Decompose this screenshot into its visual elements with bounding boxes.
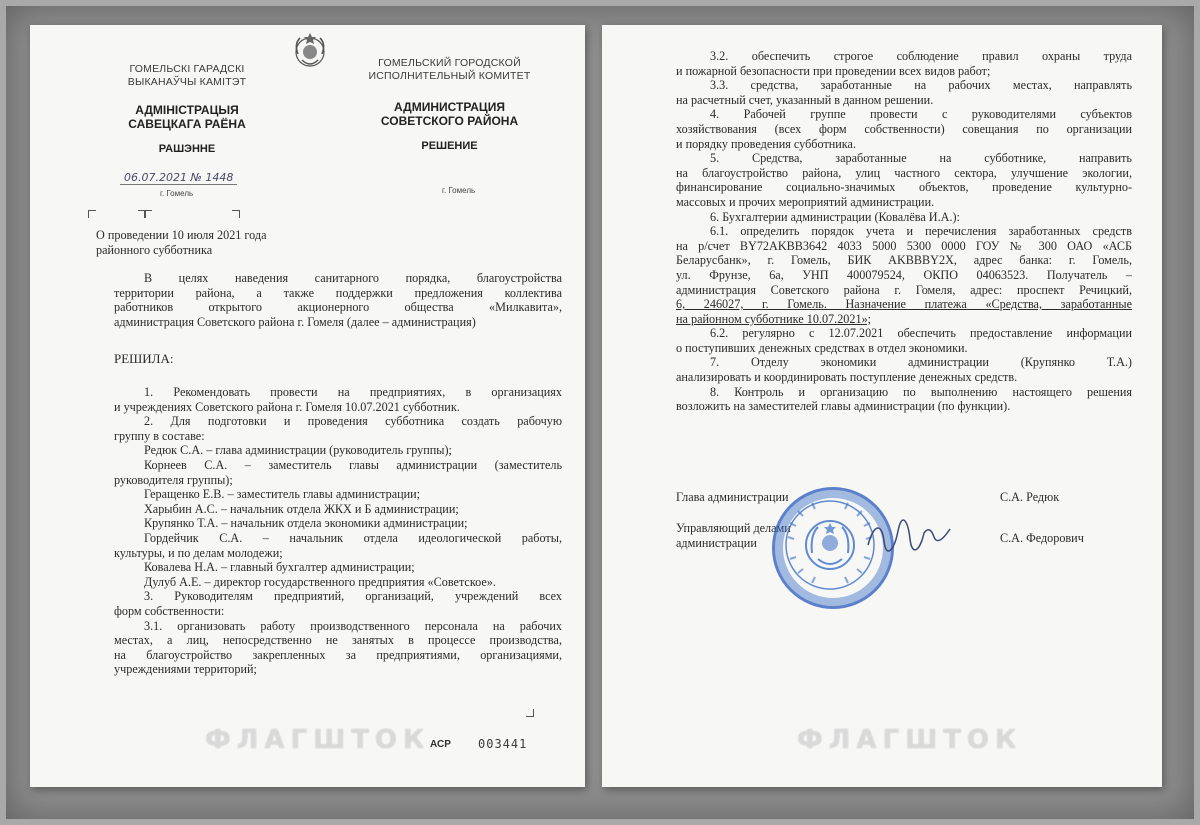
margin-mark	[144, 210, 152, 218]
document-page-1	[30, 25, 585, 787]
council-name-ru: ГОМЕЛЬСКИЙ ГОРОДСКОЙ ИСПОЛНИТЕЛЬНЫЙ КОМИТЕТ	[368, 57, 531, 82]
margin-mark	[232, 210, 240, 218]
council-name-by: ГОМЕЛЬСКІ ГАРАДСКІ ВЫКАНАЎЧЫ КАМІТЭТ	[127, 63, 247, 88]
decision-body-right: 3.2. обеспечить строгое соблюдение правил охраны труда и пожарной безопасности при проведении всех видов работ; 3.3. средства, заработанные на рабочих местах, направлять на расчетный счет, указанный в данном решении. 4. Рабочей группе провести с руководителями субъектов хозяйствования (всех форм собственности) совещания по организации и порядку проведения субботника. 5. Средства, заработанные на субботнике, направить на благоустройство района, улиц частного сектора, улучшение экологии, финансирование социально-значимых объектов, проведение культурно- массовых и прочих мероприятий администрации. 6. Бухгалтерии администрации (Ковалёва И.А.): 6.1. определить порядок учета и перечисления заработанных средств на р/счет BY72AKBB3642 4033 5000 5300 0000 ГОУ № 300 ОАО «АСБ Беларусбанк», г. Гомель, БИК AKBBBY2X, адрес банка: г. Гомель, ул. Фрунзе, 6а, УНП 400079524, ОКПО 04063523. Получатель – администрация Советского района г. Гомеля, адрес: проспект Речицкий, 6, 246027, г. Гомель. Назначение платежа «Средства, заработанные на районном субботнике 10.07.2021»; 6.2. регулярно с 12.07.2021 обеспечить предоставление информации о поступивших денежных средствах в отдел экономики. 7. Отделу экономики администрации (Крупянко Т.А.) анализировать и координировать поступление денежных средств. 8. Контроль и организацию по выполнению настоящего решения возложить на заместителей главы администрации (по функции).	[676, 49, 1132, 414]
document-page-2	[602, 25, 1162, 787]
intro-paragraph: В целях наведения санитарного порядка, благоустройства территории района, а также поддержки предложения коллектива работников открытого акционерного общества «Милкавита», администрация Советского района г. Гомеля (далее – администрация)	[114, 271, 562, 329]
watermark: ФЛАГШТОК	[205, 725, 431, 755]
state-emblem-icon	[288, 30, 332, 74]
form-code: АСР	[430, 739, 451, 750]
resolved-heading: РЕШИЛА:	[114, 351, 174, 366]
administration-name-by: АДМІНІСТРАЦЫЯ САВЕЦКАГА РАЁНА	[128, 103, 246, 131]
city-label-by: г. Гомель	[160, 189, 194, 198]
decision-title-ru: РЕШЕНИЕ	[421, 140, 478, 152]
margin-mark	[88, 210, 96, 218]
decision-subject: О проведении 10 июля 2021 года районного субботника	[96, 228, 267, 257]
decision-title-by: РАШЭННЕ	[158, 143, 216, 155]
signature-name-head: С.А. Редюк	[1000, 490, 1060, 504]
administration-name-ru: АДМИНИСТРАЦИЯ СОВЕТСКОГО РАЙОНА	[380, 100, 519, 128]
watermark: ФЛАГШТОК	[797, 725, 1023, 755]
signature-name-manager: С.А. Федорович	[1000, 531, 1084, 545]
margin-mark	[526, 709, 534, 717]
city-label-ru: г. Гомель	[442, 186, 476, 195]
handwritten-signature	[864, 517, 954, 557]
decision-body-left: 1. Рекомендовать провести на предприятиях, в организациях и учреждениях Советского района г. Гомеля 10.07.2021 субботник. 2. Для подготовки и проведения субботника создать рабочую группу в составе: Редюк С.А. – глава администрации (руководитель группы); Корнеев С.А. – заместитель главы администрации (заместитель руководителя группы); Геращенко Е.В. – заместитель главы администрации; Харыбин А.С. – начальник отдела ЖКХ и Б администрации; Крупянко Т.А. – начальник отдела экономики администрации; Гордейчик С.А. – начальник отдела идеологической работы, культуры, и по делам молодежи; Ковалева Н.А. – главный бухгалтер администрации; Дулуб А.Е. – директор государственного предприятия «Советское». 3. Руководителям предприятий, организаций, учреждений всех форм собственности: 3.1. организовать работу производственного персонала на рабочих местах, а лиц, непосредственно не занятых в процессе производства, на благоустройство закрепленных за предприятиями, организациями, учреждениями территорий;	[114, 385, 562, 677]
signature-title-manager: Управляющий делами администрации	[676, 521, 791, 550]
signature-title-head: Глава администрации	[676, 490, 789, 504]
decision-date-number: 06.07.2021 № 1448	[120, 171, 237, 185]
serial-number: 003441	[478, 737, 528, 751]
